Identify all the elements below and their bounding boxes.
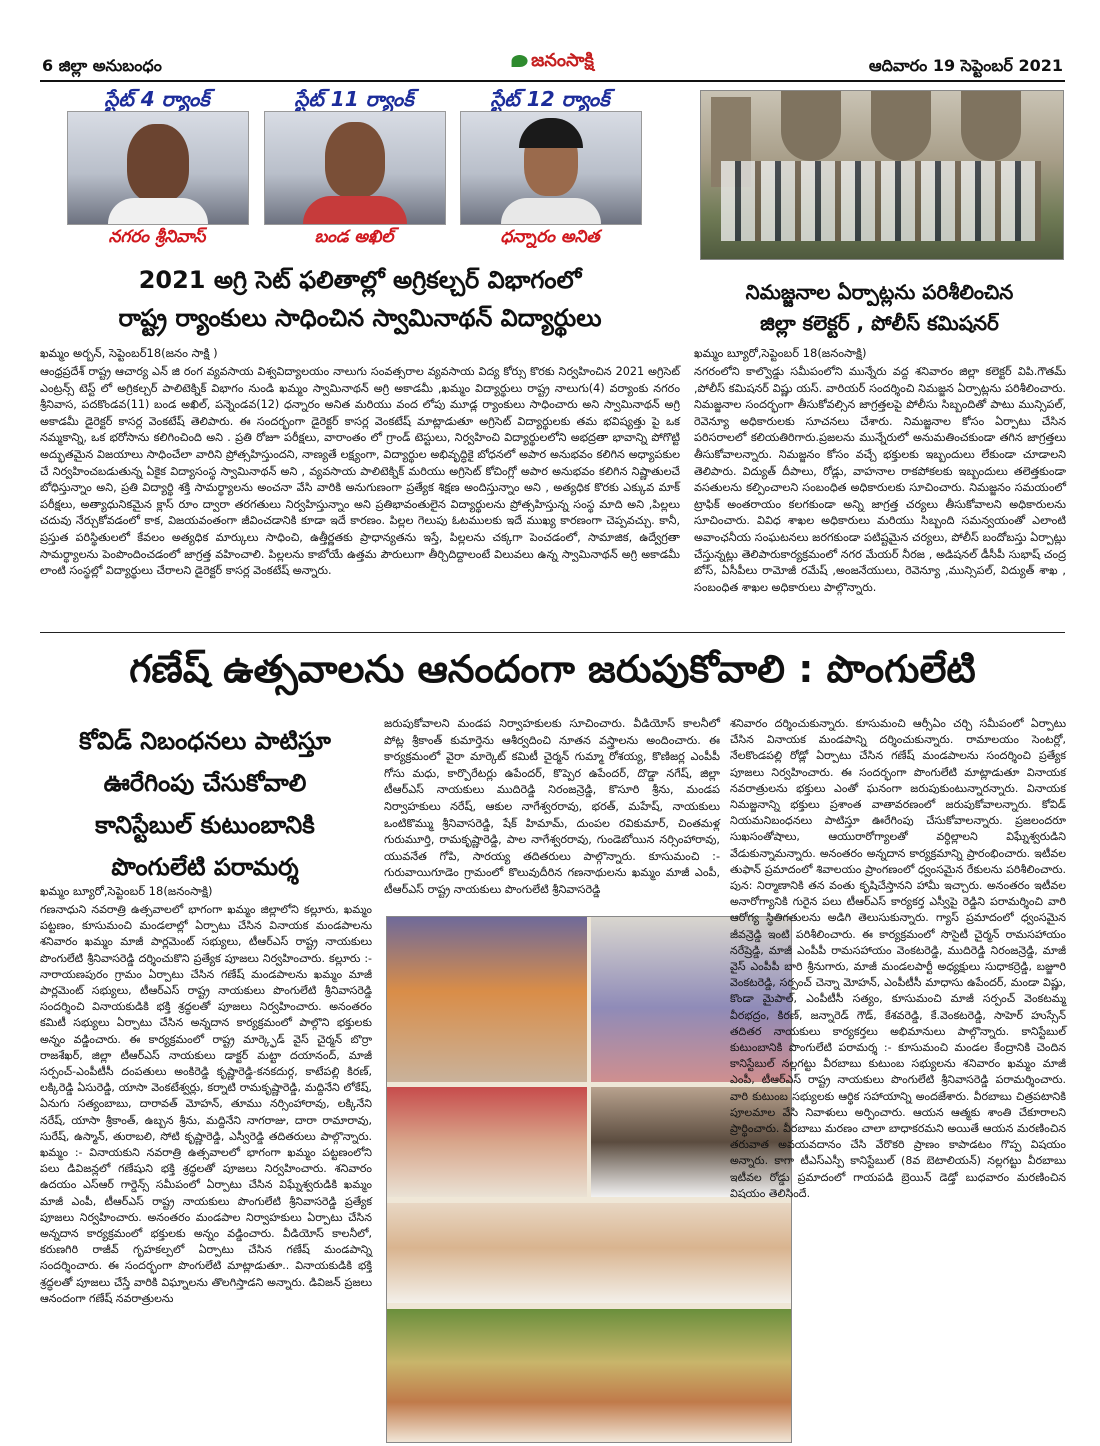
student-photo — [67, 111, 249, 225]
student-name: బండ అఖిల్ — [314, 227, 394, 247]
leaf-icon — [511, 55, 527, 67]
student-name: ధన్నారం అనిత — [500, 227, 600, 247]
divider — [40, 632, 1065, 633]
story3-col2: జరుపుకోవాలని మండప నిర్వాహకులకు సూచించారు. వీడియోస్ కాలనీలో పోట్ల శ్రీకాంత్ కుమార్తెను ఆశీర్వదించి నూతన వస్త్రాలను అందించారు. ఈ కార్యక్రమంలో వైరా మార్కెట్ కమిటీ చైర్మన్ గుమ్మా రోశయ్య, కొణిజర్ల ఎంపీపీ గోసు మధు, కార్పొరేటర్లు ఉపేందర్, కొప్పెర ఉపేందర్, దొడ్డా నగేష్, జిల్లా టీఆర్ఎస్ నాయకులు ముదిరెడ్డి నిరంజన్రెడ్డి, కొసూరి శ్రీను, మండప నిర్వాహకులు నరేష్, ఆకుల నాగేశ్వరరావు, భరత్, మహేష్, నాయకులు ఒంటికొమ్ము శ్రీనివాసరెడ్డి, షేక్ హిమామ్, దుంపల రవికుమార్, చింతమళ్ల గురుమూర్తి, రామకృష్ణారెడ్డి, పాల నాగేశ్వరరావు, గుండెబోయిన నర్సింహారావు, యువనేత గోపి, సారయ్య తదితరులు పాల్గొన్నారు. కూసుమంచి :- గురువాయిగూడెం గ్రామంలో కొలువుదీరిన గణనాథులను ఖమ్మం మాజీ ఎంపీ, టీఆర్ఎస్ రాష్ట్ర నాయకులు పొంగులేటి శ్రీనివాసరెడ్డి — [384, 717, 720, 896]
story1-headline — [40, 265, 680, 333]
rank-card — [460, 87, 640, 247]
story3-sub-line3: కానిస్టేబుల్ కుటుంబానికి — [95, 811, 315, 839]
story3-col1: గణనాధుని నవరాత్రి ఉత్సవాలలో భాగంగా ఖమ్మం జిల్లాలోని కల్లూరు, ఖమ్మం పట్టణం, కూసుమంచి మండలాల్లో ఏర్పాటు చేసిన వినాయక మండపాలను శనివారం ఖమ్మం మాజీ పార్లమెంట్ సభ్యులు, టీఆర్ఎస్ రాష్ట్ర నాయకులు పొంగులేటి శ్రీనివాసరెడ్డి దర్శించుకొని ప్రత్యేక పూజలు నిర్వహించారు. కల్లూరు :- నారాయణపురం గ్రామం ఏర్పాటు చేసిన గణేష్ మండపాలను ఖమ్మం మాజీ పార్లమెంట్ సభ్యులు, టీఆర్ఎస్ రాష్ట్ర నాయకులు పొంగులేటి శ్రీనివాసరెడ్డి సందర్శించి వినాయకుడికి భక్తి శ్రద్ధలతో పూజలు నిర్వహించారు. అనంతరం కమిటీ సభ్యులు ఏర్పాటు చేసిన అన్నదాన కార్యక్రమంలో పాల్గొని భక్తులకు అన్నం వడ్డించారు. ఈ కార్యక్రమంలో రాష్ట్ర మార్క్ఫెడ్ వైస్ చైర్మన్ బొర్రా రాజశేఖర్, జిల్లా టీఆర్ఎస్ నాయకులు డాక్టర్ మట్టా దయానంద్, మాజీ సర్పంచ్-ఎంపీటీసీ దంపతులు అంకిరెడ్డి కృష్ణారెడ్డి-కనకదుర్గ, కాటేపల్లి కిరణ్, లక్కిరెడ్డి ఏసురెడ్డి, యాసా వెంకటేశ్వర్లు, కర్నాటి రామకృష్ణారెడ్డి, మద్దినేని లోకేష్, ఏనుగు సత్యంబాబు, దారావత్ మోహన్, తూము నర్సింహారావు, లక్కినేని నరేష్, యాసా శ్రీకాంత్, ఉబ్బన శ్రీను, మద్దినేని నాగరాజు, దారా రామారావు, సురేష్, ఉస్మాన్, తురాబలి, సోటి కృష్ణారెడ్డి, ఎస్వీరెడ్డి తదితరులు పాల్గొన్నారు. ఖమ్మం :- వినాయకుని నవరాత్రి ఉత్సవాలలో భాగంగా ఖమ్మం పట్టణంలోని పలు డివిజన్లలో గణేషుని భక్తి శ్రద్ధలతో పూజలు నిర్వహించారు. శనివారం ఉదయం ఎస్ఆర్ గార్డెన్స్ సమీపంలో ఏర్పాటు చేసిన విఘ్నేశ్వరుడికి ఖమ్మం మాజీ ఎంపీ, టీఆర్ఎస్ రాష్ట్ర నాయకులు పొంగులేటి శ్రీనివాసరెడ్డి ప్రత్యేక పూజలు నిర్వహించారు. అనంతరం మండపాల నిర్వాహకులు ఏర్పాటు చేసిన అన్నదాన కార్యక్రమంలో భక్తులకు అన్నం వడ్డించారు. వీడియోస్ కాలనీలో, కరుణగిరి రాజీవ్ గృహకల్పలో ఏర్పాటు చేసిన గణేష్ మండపాన్ని సందర్శించారు. ఈ సందర్భంగా పొంగులేటి మాట్లాడుతూ.. వినాయకుడికి భక్తి శ్రద్ధలతో పూజలు చేస్తే వారికి విఘ్నాలను తొలగిస్తాడని అన్నారు. డివిజన్ ప్రజలు ఆనందంగా గణేష్ నవరాత్రులను — [40, 903, 372, 1305]
student-photo — [264, 111, 446, 225]
story2-headline — [692, 280, 1067, 336]
page-label: 6 జిల్లా అనుబంధం — [42, 56, 162, 75]
story3-sub-line1: కోవిడ్ నిబంధనలు పాటిస్తూ — [79, 727, 331, 755]
story1-headline-line2: రాష్ట్ర ర్యాంకులు సాధించిన స్వామినాథన్ విద్యార్థులు — [118, 304, 602, 332]
rank-label: స్టేట్ 4 ర్యాంక్ — [104, 87, 210, 111]
rank-card — [67, 87, 247, 247]
student-photo — [460, 111, 642, 225]
story2-headline-line2: జిల్లా కలెక్టర్ , పోలీస్ కమిషనర్ — [760, 311, 999, 335]
masthead — [511, 50, 594, 75]
story3-sub-line2: ఊరేగింపు చేసుకోవాలి — [103, 769, 307, 797]
issue-date: ఆదివారం 19 సెప్టెంబర్ 2021 — [868, 56, 1063, 75]
story2-dateline: ఖమ్మం బ్యూరో,సెప్టెంబర్ 18(జనంసాక్షి) — [694, 346, 867, 360]
student-name: నగరం శ్రీనివాస్ — [108, 227, 206, 247]
inspection-photo — [700, 90, 1064, 260]
story2-headline-line1: నిమజ్జనాల ఏర్పాట్లను పరిశీలించిన — [745, 280, 1014, 304]
masthead-text: జనంసాక్షి — [531, 50, 594, 71]
rank-label: స్టేట్ 12 ర్యాంక్ — [490, 87, 610, 111]
rank-card — [264, 87, 444, 247]
story1-dateline: ఖమ్మం అర్బన్, సెప్టెంబర్18(జనం సాక్షి ) — [40, 346, 218, 360]
story3-dateline: ఖమ్మం బ్యూరో,సెప్టెంబర్ 18(జనంసాక్షి) — [40, 884, 213, 898]
banner-headline: గణేష్ ఉత్సవాలను ఆనందంగా జరుపుకోవాలి : పొంగులేటి — [129, 647, 976, 691]
story3-subheadline — [40, 720, 370, 888]
rank-label: స్టేట్ 11 ర్యాంక్ — [294, 87, 414, 111]
story1-headline-line1: 2021 అగ్రి సెట్ ఫలితాల్లో అగ్రికల్చర్ విభాగంలో — [138, 266, 582, 294]
story3-col3: శనివారం దర్శించుకున్నారు. కూసుమంచి ఆర్సీఏం చర్చి సమీపంలో ఏర్పాటు చేసిన వినాయక మండపాన్ని దర్శించుకున్నారు. రామాలయం సెంటర్లో, నేలకొండపల్లి రోడ్లో ఏర్పాటు చేసిన గణేష్ మండపాలను సందర్శించి ప్రత్యేక పూజలు నిర్వహించారు. ఈ సందర్భంగా పొంగులేటి మాట్లాడుతూ వినాయక నవరాత్రులను భక్తులు ఎంతో ఘనంగా జరుపుకుంటున్నారన్నారు. వినాయక నిమజ్జనాన్ని భక్తులు ప్రశాంత వాతావరణంలో జరుపుకోవాలన్నారు. కోవిడ్ నియమనిబంధనలు పాటిస్తూ ఊరేగింపు చేసుకోవాలన్నారు. ప్రజలందరూ సుఖసంతోషాలు, ఆయురారోగ్యాలతో వర్ధిల్లాలని విఘ్నేశ్వరుడిని వేడుకున్నామన్నారు. అనంతరం అన్నదాన కార్యక్రమాన్ని ప్రారంభించారు. ఇటీవల తుఫాన్ ప్రమాదంలో శివాలయం ప్రాంగణంలో ధ్వంసమైన రేకులను పరిశీలించారు. పున: నిర్మాణానికి తన వంతు కృషిచేస్తానని హామీ ఇచ్చారు. అనంతరం ఇటీవల అనారోగ్యానికి గురైన పలు టీఆర్ఎస్ కార్యకర్త ఎస్వీపై రెడ్డిని పరామర్శించి వారి ఆరోగ్య స్థితిగతులను అడిగి తెలుసుకున్నారు. గ్యాస్ ప్రమాదంలో ధ్వంసమైన జీవన్రెడ్డి ఇంటి పరిశీలించారు. ఈ కార్యక్రమంలో సొసైటీ చైర్మన్ రామసహాయం నరేష్రెడ్డి, మాజీ ఎంపీపీ రామసహాయం వెంకటరెడ్డి, ముదిరెడ్డి నిరంజన్రెడ్డి, మాజీ వైస్ ఎంపీపీ బారి శ్రీనుగారు, మాజీ మండలపార్టీ అధ్యక్షులు సుధాకర్రెడ్డి, బజ్జూరి వెంకటరెడ్డి, సర్పంచ్ చెన్నా మోహన్, ఎంపీటీసీ మాధాసు ఉపేందర్, మండా విష్ణు, కొండా మైపాల్, ఎంపీటీసీ సత్యం, కూసుమంచి మాజీ సర్పంచ్ వెంకటమ్మ వీరభద్రం, కిరణ్, జన్నారెడ్ గౌడ్, కేశవరెడ్డి, కే.వెంకటరెడ్డి, సాహెర్ హుస్సేన్ తదితర నాయకులు కార్యకర్తలు అభిమానులు పాల్గొన్నారు. కానిస్టేబుల్ కుటుంబానికి పొంగులేటి పరామర్శ :- కూసుమంచి మండల కేంద్రానికి చెందిన కానిస్టేబుల్ నల్లగట్టు వీరబాబు కుటుంబ సభ్యులను శనివారం ఖమ్మం మాజీ ఎంపీ, టీఆర్ఎస్ రాష్ట్ర నాయకులు పొంగులేటి శ్రీనివాసరెడ్డి పరామర్శించారు. వారి కుటుంబ సభ్యులకు ఆర్థిక సహాయాన్ని అందజేశారు. వీరబాబు చిత్రపటానికి పూలమాల వేసి నివాళులు అర్పించారు. ఆయన ఆత్మకు శాంతి చేకూరాలని ప్రార్థించారు. వీరబాబు మరణం చాలా బాధాకరమని అయితే ఆయన మరణించిన తరువాత అవయవదానం చేసి వేరొకరి ప్రాణం కాపాడటం గొప్ప విషయం అన్నారు. కాగా టీఎస్ఎస్పీ కానిస్టేబుల్ (8వ బెటాలియన్) నల్లగట్టు వీరబాబు ఇటీవల రోడ్డు ప్రమాదంలో గాయపడి బ్రెయిన్ డెడ్తో బుధవారం మరణించిన విషయం తెలిసిందే. — [730, 717, 1066, 1200]
story1-body: ఆంధ్రప్రదేశ్ రాష్ట్ర ఆచార్య ఎన్ జి రంగ వ్యవసాయ విశ్వవిద్యాలయం నాలుగు సంవత్సరాల వ్యవసాయ విద్య కోర్సు కొరకు నిర్వహించిన 2021 అగ్రిసెట్ ఎంట్రన్స్ టెస్ట్ లో అగ్రికల్చర్ పాలిటెక్నిక్ విభాగం నుండి ఖమ్మం స్వామినాథన్ అగ్రి అకాడమీ ,ఖమ్మం విద్యార్థులు రాష్ట్ర నాలుగు(4) వర్యాంకు నగరం శ్రీనివాస, పదకొండవ(11) బండ అఖిల్, పన్నెండవ(12) ధన్నారం అనిత మరియు వంద లోపు మూడ్ల ర్యాంకులు సాధించారు అని స్వామినాథన్ అగ్రి అకాడమీ డైరెక్టర్ కాసర్ల వెంకటేష్ తెలిపారు. ఈ సందర్భంగా డైరెక్టర్ కాసర్ల వెంకటేష్ మాట్లాడుతూ అగ్రిసెట్ విద్యార్థులకు తమ భవిష్యత్తు పై ఒక నమ్మకాన్ని, ఒక భరోసాను కలిగించింది అని . ప్రతి రోజూ పరీక్షలు, వారాంతం లో గ్రాండ్ టెస్టులు, నిర్వహించి విద్యార్థులలోని అభద్రతా భావాన్ని పోగొట్టి అద్భుతమైన విజయాలు సాధించేలా వారిని ప్రోత్సహిస్తుందని, నాణ్యతే లక్ష్యంగా, విద్యార్థుల అభివృద్ధికై బోధనలో అపార అనుభవం కలిగిన అధ్యాపకుల చే నిర్వహించబడుతున్న ఏకైక విద్యాసంస్థ స్వామినాథన్ అని , వ్యవసాయ పాలిటెక్నిక్ మరియు అగ్రిసెట్ కోచింగ్లో అపార అనుభవం కలిగిన నిష్ణాతులచే బోధిస్తున్నాం అని, ప్రతి విద్యార్థి శక్తి సామర్థ్యాలను అంచనా వేసి వారికి అనుగుణంగా ప్రత్యేక శిక్షణ అందిస్తున్నాం అని , అత్యధిక కొరకు ఎక్కువ మాక్ పరీక్షలు, అత్యాధునికమైన క్లాస్ రూం ద్వారా తరగతులు నిర్వహిస్తున్నాం అని ప్రతిభావంతులైన విద్యార్థులను ప్రోత్సహిస్తున్న సంస్థ మాది అని ,పిల్లలు చదువు నేర్చుకోవడంలో కాక, విజయవంతంగా జీవించడానికి కూడా ఇదే కారణం. పిల్లల గెలుపు ఓటములకు ఇదే ముఖ్య కారణంగా చెప్పవచ్చు. కానీ, ప్రస్తుత పరిస్థితులలో కేవలం అత్యధిక మార్కులు సాధించి, ఉత్తీర్ణతకు ప్రాధాన్యతను ఇస్తే, పిల్లలను చక్కగా పెంచడంలో, సామాజిక, ఉద్వేగ్రతా సామర్థ్యాలను పెంపొందించడంలో జాగ్రత్త వహించాలి. పిల్లలను కాబోయే ఉత్తమ పౌరులుగా తీర్చిదిద్దాలంటే విలువలు ఉన్న స్వామినాథన్ అగ్రి అకాడమీ లాంటి సంస్థల్లో విద్యార్థులు చేరాలని డైరెక్టర్ కాసర్ల వెంకటేష్ అన్నారు. — [40, 365, 680, 578]
story3-sub-line4: పొంగులేటి పరామర్శ — [111, 853, 299, 881]
story2-body: నగరంలోని కాల్వొడ్డు సమీపంలోని మున్నేరు వద్ద శనివారం జిల్లా కలెక్టర్ విపి.గౌతమ్ ,పోలీస్ కమిషనర్ విష్ణు యస్. వారియర్ సందర్శించి నిమజ్జన ఏర్పాట్లను పరిశీలించారు. నిమజ్జనాల సందర్భంగా తీసుకోవల్సిన జాగ్రత్తలపై పోలీసు సిబ్బందితో పాటు మున్సిపల్, రెవెన్యూ అధికారులకు సూచనలు చేశారు. నిమజ్జనాల కోసం ఏర్పాటు చేసిన పరిసరాలలో కలియతిరిగారు.ప్రజలను మున్నేరులో అనుమతించకుండా తగిన జాగ్రత్తలు తీసుకోవాలన్నారు. నిమజ్జనం కోసం వచ్చే భక్తులకు ఇబ్బందులు లేకుండా చూడాలని తెలిపారు. విద్యుత్ దీపాలు, రోడ్లు, వాహనాల రాకపోకలకు ఇబ్బందులు తలెత్తకుండా వసతులను కల్పించాలని సంబంధిత అధికారులకు సూచించారు. నిమజ్జనం సమయంలో ట్రాఫిక్ అంతరాయం కలగకుండా అన్ని జాగ్రత్త చర్యలు తీసుకోవాలని అధికారులను సూచించారు. వివిధ శాఖల అధికారులు మరియు సిబ్బంది సమన్వయంతో ఎలాంటి అవాంఛనీయ సంఘటనలు జరగకుండా పటిష్టమైన చర్యలు, పోలీస్ బందోబస్తు ఏర్పాట్లు చేస్తున్నట్లు తెలిపారుకార్యక్రమంలో నగర మేయర్ నీరజ , అడిషనల్ డీసీపీ సుభాష్ చంద్ర బోస్, ఏసీపీలు రామోజీ రమేష్ ,అంజనేయులు, రెవెన్యూ ,మున్సిపల్, విద్యుత్ శాఖ , సంబంధిత శాఖల అధికారులు పాల్గొన్నారు. — [694, 365, 1066, 594]
page-header — [40, 50, 1065, 82]
